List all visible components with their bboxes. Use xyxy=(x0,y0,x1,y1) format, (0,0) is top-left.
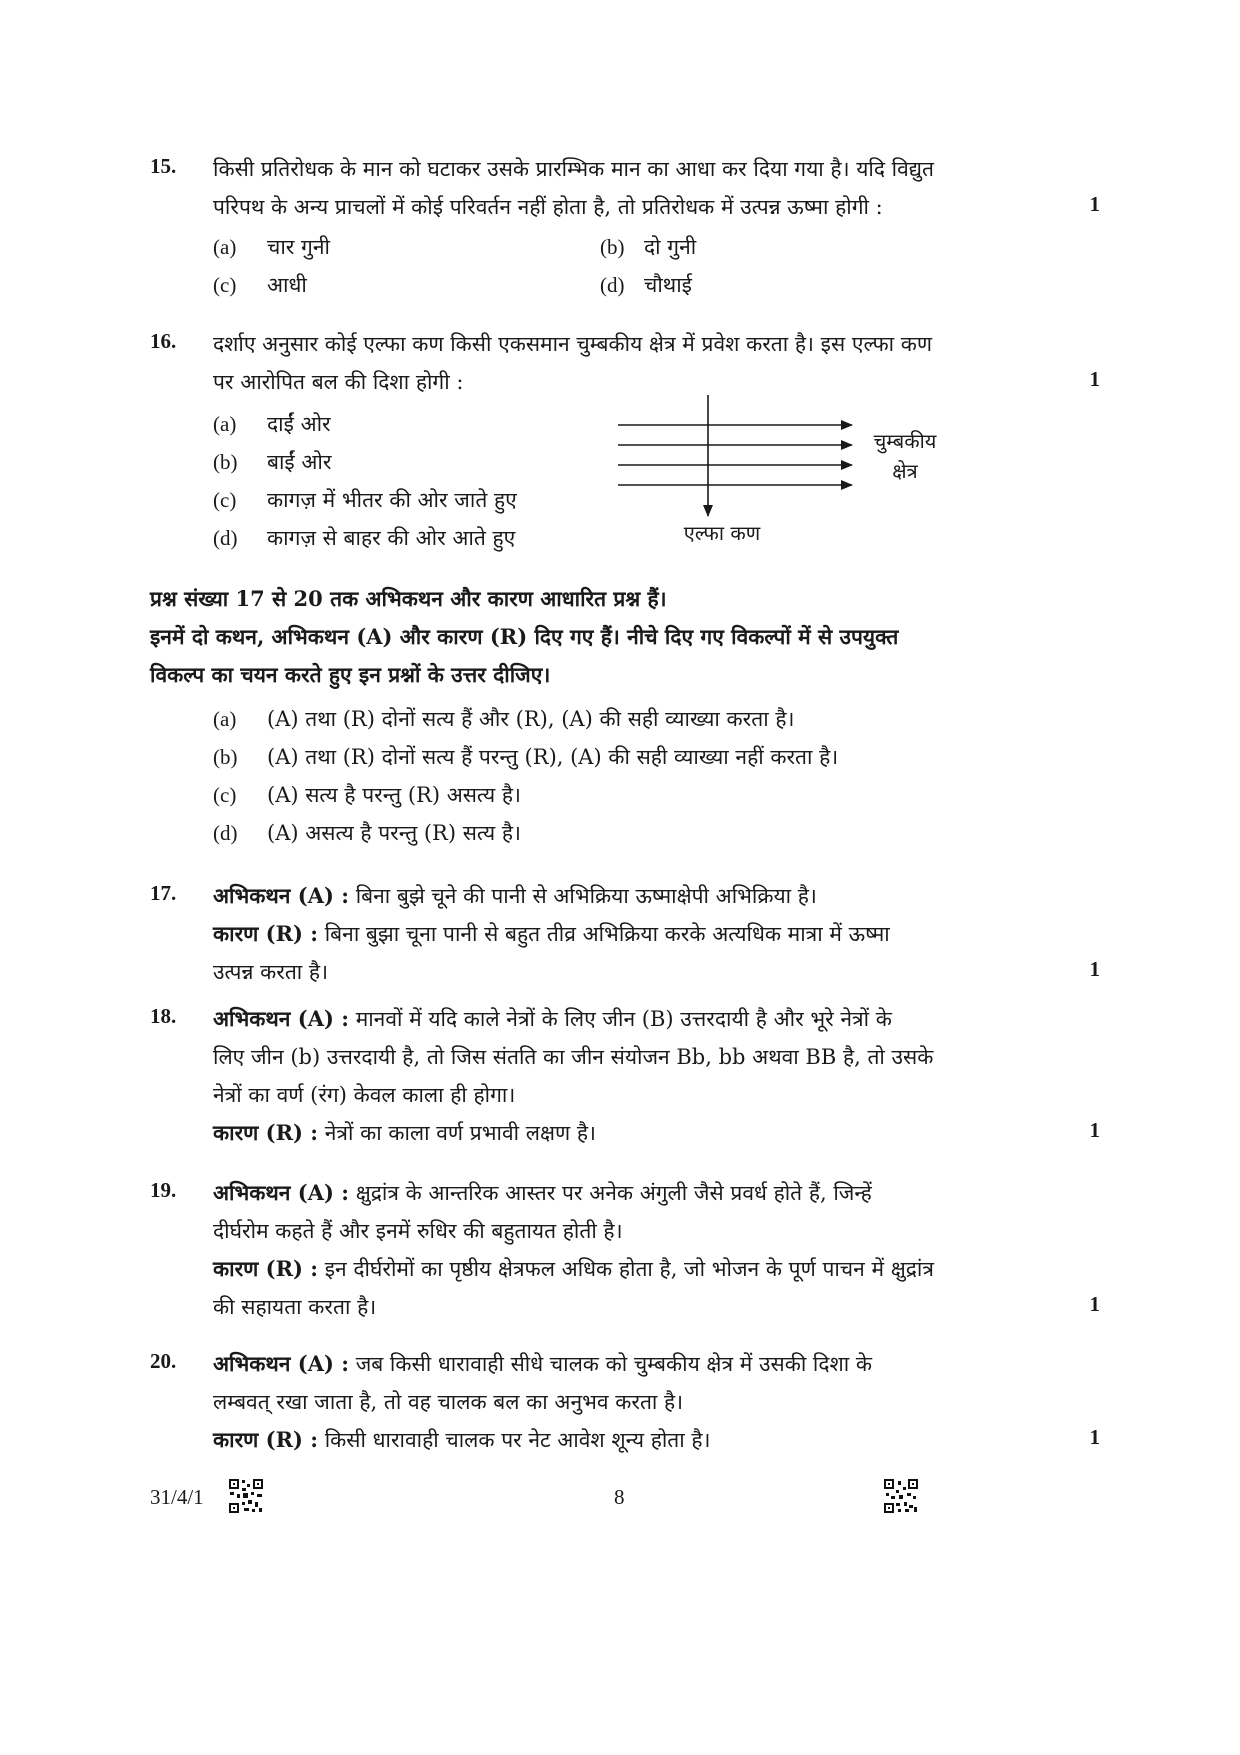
marks: 1 xyxy=(1089,1425,1100,1449)
reason-label: कारण (R) : xyxy=(213,1427,319,1452)
reason-text: उत्पन्न करता है। xyxy=(213,960,329,984)
option-b: (b) बाईं ओर xyxy=(213,450,332,474)
alpha-particle-label: एल्फा कण xyxy=(683,521,761,545)
question-text xyxy=(213,877,1033,991)
question-number: 19. xyxy=(150,1178,177,1202)
marks: 1 xyxy=(1089,1118,1100,1142)
question-text xyxy=(213,1174,1033,1326)
assertion-text: क्षुद्रांत्र के आन्तरिक आस्तर पर अनेक अंगुली जैसे प्रवर्ध होते हैं, जिन्हें xyxy=(355,1181,872,1205)
reason-text: बिना बुझा चूना पानी से बहुत तीव्र अभिक्रिया करके अत्यधिक मात्रा में ऊष्मा xyxy=(324,922,890,946)
question-text xyxy=(213,1000,1033,1152)
qr-code-icon xyxy=(883,1478,919,1514)
option-c: (c) आधी xyxy=(213,273,307,297)
assertion-text: नेत्रों का वर्ण (रंग) केवल काला ही होगा। xyxy=(213,1083,516,1107)
reason-label: कारण (R) : xyxy=(213,1256,319,1281)
marks: 1 xyxy=(1089,192,1100,216)
option-a: (a) दाईं ओर xyxy=(213,412,331,436)
instruction-option-d: (d) (A) असत्य है परन्तु (R) सत्य है। xyxy=(213,821,521,845)
reason-label: कारण (R) : xyxy=(213,921,319,946)
question-number: 16. xyxy=(150,329,177,353)
assertion-text: लिए जीन (b) उत्तरदायी है, तो जिस संतति का जीन संयोजन Bb, bb अथवा BB है, तो उसके xyxy=(213,1045,934,1069)
option-c: (c) कागज़ में भीतर की ओर जाते हुए xyxy=(213,488,517,512)
assertion-text: लम्बवत् रखा जाता है, तो वह चालक बल का अनुभव करता है। xyxy=(213,1390,684,1414)
question-number: 20. xyxy=(150,1349,177,1373)
marks: 1 xyxy=(1089,367,1100,391)
assertion-label: अभिकथन (A) : xyxy=(213,1006,349,1031)
option-d: (d) कागज़ से बाहर की ओर आते हुए xyxy=(213,526,516,550)
option-b: (b) दो गुनी xyxy=(600,235,697,259)
instruction-line: प्रश्न संख्या 17 से 20 तक अभिकथन और कारण आधारित प्रश्न हैं। xyxy=(150,586,667,611)
assertion-text: दीर्घरोम कहते हैं और इनमें रुधिर की बहुतायत होती है। xyxy=(213,1219,623,1243)
field-label: चुम्बकीय xyxy=(873,429,937,453)
marks: 1 xyxy=(1089,957,1100,981)
reason-text: किसी धारावाही चालक पर नेट आवेश शून्य होता है। xyxy=(324,1428,711,1452)
assertion-text: मानवों में यदि काले नेत्रों के लिए जीन (B) उत्तरदायी है और भूरे नेत्रों के xyxy=(355,1007,892,1031)
instruction-line: इनमें दो कथन, अभिकथन (A) और कारण (R) दिए गए हैं। नीचे दिए गए विकल्पों में से उपयुक्त xyxy=(150,624,899,649)
question-text xyxy=(213,150,1033,226)
magnetic-field-diagram xyxy=(610,390,970,550)
reason-text: की सहायता करता है। xyxy=(213,1295,377,1319)
option-d: (d) चौथाई xyxy=(600,273,692,297)
assertion-reason-instructions xyxy=(150,580,1050,694)
assertion-text: जब किसी धारावाही सीधे चालक को चुम्बकीय क्षेत्र में उसकी दिशा के xyxy=(355,1352,873,1376)
field-label: क्षेत्र xyxy=(892,459,918,483)
paper-code: 31/4/1 xyxy=(150,1485,204,1509)
assertion-label: अभिकथन (A) : xyxy=(213,1351,349,1376)
reason-text: इन दीर्घरोमों का पृष्ठीय क्षेत्रफल अधिक होता है, जो भोजन के पूर्ण पाचन में क्षुद्रांत्र xyxy=(324,1257,934,1281)
instruction-option-b: (b) (A) तथा (R) दोनों सत्य हैं परन्तु (R), (A) की सही व्याख्या नहीं करता है। xyxy=(213,745,839,769)
question-line: किसी प्रतिरोधक के मान को घटाकर उसके प्रारम्भिक मान का आधा कर दिया गया है। यदि विद्युत xyxy=(213,157,934,181)
question-line: परिपथ के अन्य प्राचलों में कोई परिवर्तन नहीं होता है, तो प्रतिरोधक में उत्पन्न ऊष्मा होगी : xyxy=(213,195,883,219)
question-line: पर आरोपित बल की दिशा होगी : xyxy=(213,370,464,394)
question-number: 18. xyxy=(150,1004,177,1028)
instruction-option-c: (c) (A) सत्य है परन्तु (R) असत्य है। xyxy=(213,783,521,807)
assertion-label: अभिकथन (A) : xyxy=(213,883,349,908)
reason-text: नेत्रों का काला वर्ण प्रभावी लक्षण है। xyxy=(324,1121,596,1145)
instruction-option-a: (a) (A) तथा (R) दोनों सत्य हैं और (R), (A) की सही व्याख्या करता है। xyxy=(213,707,795,731)
assertion-label: अभिकथन (A) : xyxy=(213,1180,349,1205)
question-number: 17. xyxy=(150,881,177,905)
reason-label: कारण (R) : xyxy=(213,1120,319,1145)
qr-code-icon xyxy=(228,1478,264,1514)
instruction-line: विकल्प का चयन करते हुए इन प्रश्नों के उत्तर दीजिए। xyxy=(150,662,551,687)
marks: 1 xyxy=(1089,1292,1100,1316)
question-text xyxy=(213,1345,1033,1459)
question-number: 15. xyxy=(150,154,177,178)
option-a: (a) चार गुनी xyxy=(213,235,330,259)
question-line: दर्शाए अनुसार कोई एल्फा कण किसी एकसमान चुम्बकीय क्षेत्र में प्रवेश करता है। इस एल्फा कण xyxy=(213,332,933,356)
assertion-text: बिना बुझे चूने की पानी से अभिक्रिया ऊष्माक्षेपी अभिक्रिया है। xyxy=(355,884,817,908)
page-number: 8 xyxy=(614,1485,625,1509)
